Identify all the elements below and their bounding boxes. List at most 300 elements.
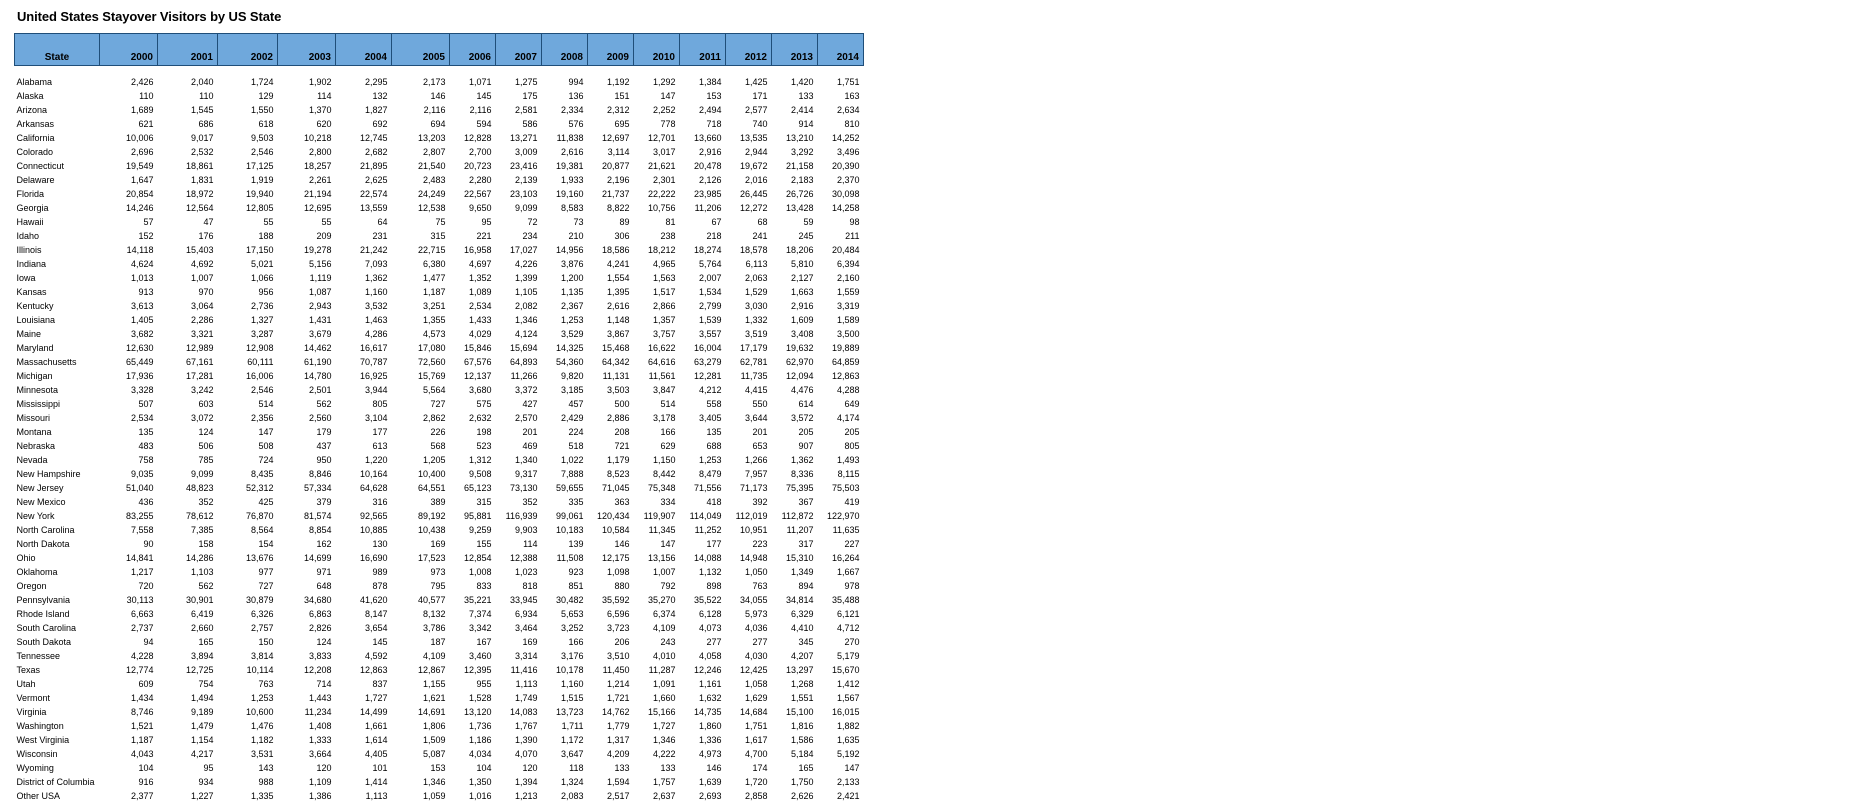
value-cell: 35,221 [450,593,496,607]
value-cell: 12,774 [100,663,158,677]
value-cell: 6,863 [278,607,336,621]
state-name-cell: Indiana [15,257,100,271]
value-cell: 147 [818,761,864,775]
value-cell: 64,628 [336,481,392,495]
value-cell: 14,684 [726,705,772,719]
value-cell: 5,564 [392,383,450,397]
table-row [15,299,864,313]
column-header-state: State [15,34,100,66]
value-cell: 124 [158,425,218,439]
value-cell: 4,410 [772,621,818,635]
value-cell: 201 [726,425,772,439]
value-cell: 562 [278,397,336,411]
value-cell: 763 [726,579,772,593]
value-cell: 9,099 [496,201,542,215]
value-cell: 425 [218,495,278,509]
value-cell: 20,390 [818,159,864,173]
value-cell: 2,494 [680,103,726,117]
value-cell: 5,179 [818,649,864,663]
value-cell: 14,083 [496,705,542,719]
state-name-cell: North Carolina [15,523,100,537]
value-cell: 150 [218,635,278,649]
value-cell: 2,577 [726,103,772,117]
value-cell: 21,158 [772,159,818,173]
state-name-cell: Connecticut [15,159,100,173]
value-cell: 17,179 [726,341,772,355]
value-cell: 1,882 [818,719,864,733]
value-cell: 1,220 [336,453,392,467]
value-cell: 10,164 [336,467,392,481]
value-cell: 71,045 [588,481,634,495]
value-cell: 65,123 [450,481,496,495]
value-cell: 3,242 [158,383,218,397]
value-cell: 18,212 [634,243,680,257]
value-cell: 5,184 [772,747,818,761]
value-cell: 3,786 [392,621,450,635]
value-cell: 2,660 [158,621,218,635]
value-cell: 1,205 [392,453,450,467]
value-cell: 14,735 [680,705,726,719]
value-cell: 1,412 [818,677,864,691]
value-cell: 67,161 [158,355,218,369]
value-cell: 1,384 [680,75,726,89]
value-cell: 970 [158,285,218,299]
value-cell: 16,617 [336,341,392,355]
table-row [15,285,864,299]
value-cell: 110 [158,89,218,103]
value-cell: 4,124 [496,327,542,341]
state-name-cell: Virginia [15,705,100,719]
value-cell: 1,187 [392,285,450,299]
value-cell: 206 [588,635,634,649]
value-cell: 14,691 [392,705,450,719]
value-cell: 1,386 [278,789,336,803]
value-cell: 73 [542,215,588,229]
value-cell: 4,043 [100,747,158,761]
value-cell: 19,278 [278,243,336,257]
value-cell: 245 [772,229,818,243]
value-cell: 6,374 [634,607,680,621]
column-header-year: 2003 [278,34,336,66]
value-cell: 12,137 [450,369,496,383]
state-name-cell: Louisiana [15,313,100,327]
value-cell: 15,166 [634,705,680,719]
table-row [15,103,864,117]
value-cell: 95,881 [450,509,496,523]
state-name-cell: Alabama [15,75,100,89]
value-cell: 1,609 [772,313,818,327]
table-row [15,439,864,453]
value-cell: 653 [726,439,772,453]
value-cell: 1,589 [818,313,864,327]
value-cell: 135 [100,425,158,439]
value-cell: 3,460 [450,649,496,663]
state-name-cell: South Carolina [15,621,100,635]
value-cell: 1,148 [588,313,634,327]
value-cell: 2,737 [100,621,158,635]
value-cell: 14,780 [278,369,336,383]
value-cell: 57 [100,215,158,229]
value-cell: 16,004 [680,341,726,355]
table-row [15,355,864,369]
value-cell: 594 [450,117,496,131]
value-cell: 2,183 [772,173,818,187]
value-cell: 2,626 [772,789,818,803]
state-name-cell: Minnesota [15,383,100,397]
value-cell: 3,519 [726,327,772,341]
value-cell: 64,551 [392,481,450,495]
value-cell: 54,360 [542,355,588,369]
value-cell: 9,820 [542,369,588,383]
value-cell: 7,957 [726,467,772,481]
value-cell: 1,661 [336,719,392,733]
value-cell: 7,374 [450,607,496,621]
value-cell: 514 [218,397,278,411]
value-cell: 3,894 [158,649,218,663]
table-row [15,649,864,663]
state-name-cell: Arkansas [15,117,100,131]
value-cell: 4,070 [496,747,542,761]
value-cell: 1,346 [496,313,542,327]
value-cell: 1,550 [218,103,278,117]
value-cell: 1,022 [542,453,588,467]
value-cell: 1,689 [100,103,158,117]
value-cell: 48,823 [158,481,218,495]
value-cell: 2,127 [772,271,818,285]
state-name-cell: Iowa [15,271,100,285]
value-cell: 724 [218,453,278,467]
value-cell: 10,584 [588,523,634,537]
value-cell: 67 [680,215,726,229]
value-cell: 1,711 [542,719,588,733]
value-cell: 64 [336,215,392,229]
value-cell: 721 [588,439,634,453]
table-row [15,257,864,271]
value-cell: 114,049 [680,509,726,523]
value-cell: 145 [336,635,392,649]
value-cell: 98 [818,215,864,229]
value-cell: 135 [680,425,726,439]
value-cell: 335 [542,495,588,509]
value-cell: 609 [100,677,158,691]
value-cell: 10,600 [218,705,278,719]
value-cell: 21,621 [634,159,680,173]
value-cell: 8,854 [278,523,336,537]
value-cell: 2,534 [100,411,158,425]
value-cell: 221 [450,229,496,243]
value-cell: 15,310 [772,551,818,565]
value-cell: 12,701 [634,131,680,145]
value-cell: 3,176 [542,649,588,663]
value-cell: 1,109 [278,775,336,789]
value-cell: 1,559 [818,285,864,299]
value-cell: 1,750 [772,775,818,789]
value-cell: 3,009 [496,145,542,159]
value-cell: 35,522 [680,593,726,607]
value-cell: 1,370 [278,103,336,117]
value-cell: 3,867 [588,327,634,341]
value-cell: 754 [158,677,218,691]
value-cell: 3,287 [218,327,278,341]
value-cell: 57,334 [278,481,336,495]
state-name-cell: Massachusetts [15,355,100,369]
value-cell: 171 [726,89,772,103]
state-name-cell: Georgia [15,201,100,215]
value-cell: 1,408 [278,719,336,733]
value-cell: 188 [218,229,278,243]
value-cell: 110 [100,89,158,103]
value-cell: 3,529 [542,327,588,341]
value-cell: 3,114 [588,145,634,159]
value-cell: 934 [158,775,218,789]
value-cell: 1,779 [588,719,634,733]
value-cell: 2,133 [818,775,864,789]
state-name-cell: Oregon [15,579,100,593]
value-cell: 805 [818,439,864,453]
value-cell: 1,431 [278,313,336,327]
value-cell: 20,723 [450,159,496,173]
value-cell: 315 [392,229,450,243]
value-cell: 11,508 [542,551,588,565]
value-cell: 12,395 [450,663,496,677]
value-cell: 1,186 [450,733,496,747]
value-cell: 8,523 [588,467,634,481]
value-cell: 1,160 [542,677,588,691]
value-cell: 4,973 [680,747,726,761]
value-cell: 12,745 [336,131,392,145]
value-cell: 1,113 [496,677,542,691]
value-cell: 136 [542,89,588,103]
value-cell: 6,419 [158,607,218,621]
value-cell: 133 [772,89,818,103]
value-cell: 4,226 [496,257,542,271]
value-cell: 1,919 [218,173,278,187]
table-row [15,733,864,747]
value-cell: 878 [336,579,392,593]
value-cell: 1,058 [726,677,772,691]
value-cell: 5,087 [392,747,450,761]
value-cell: 1,105 [496,285,542,299]
value-cell: 47 [158,215,218,229]
value-cell: 3,072 [158,411,218,425]
value-cell: 1,639 [680,775,726,789]
value-cell: 3,328 [100,383,158,397]
value-cell: 94 [100,635,158,649]
value-cell: 2,280 [450,173,496,187]
value-cell: 73,130 [496,481,542,495]
value-cell: 11,635 [818,523,864,537]
value-cell: 2,570 [496,411,542,425]
value-cell: 2,625 [336,173,392,187]
table-row [15,173,864,187]
value-cell: 72 [496,215,542,229]
value-cell: 10,006 [100,131,158,145]
value-cell: 3,503 [588,383,634,397]
value-cell: 13,428 [772,201,818,215]
value-cell: 72,560 [392,355,450,369]
state-name-cell: Nebraska [15,439,100,453]
value-cell: 19,672 [726,159,772,173]
table-row [15,719,864,733]
value-cell: 1,727 [634,719,680,733]
value-cell: 14,252 [818,131,864,145]
value-cell: 1,155 [392,677,450,691]
value-cell: 10,756 [634,201,680,215]
value-cell: 4,288 [818,383,864,397]
value-cell: 1,629 [726,691,772,705]
value-cell: 3,531 [218,747,278,761]
sheet-title: United States Stayover Visitors by US State [17,9,281,24]
table-row [15,495,864,509]
value-cell: 1,395 [588,285,634,299]
value-cell: 201 [496,425,542,439]
value-cell: 60,111 [218,355,278,369]
value-cell: 1,214 [588,677,634,691]
value-cell: 686 [158,117,218,131]
value-cell: 8,846 [278,467,336,481]
value-cell: 2,196 [588,173,634,187]
value-cell: 16,690 [336,551,392,565]
state-name-cell: Michigan [15,369,100,383]
value-cell: 3,679 [278,327,336,341]
value-cell: 1,362 [772,453,818,467]
value-cell: 34,055 [726,593,772,607]
value-cell: 7,888 [542,467,588,481]
value-cell: 277 [680,635,726,649]
value-cell: 4,241 [588,257,634,271]
value-cell: 1,667 [818,565,864,579]
state-name-cell: New Jersey [15,481,100,495]
value-cell: 1,192 [588,75,634,89]
value-cell: 59,655 [542,481,588,495]
value-cell: 3,496 [818,145,864,159]
value-cell: 648 [278,579,336,593]
value-cell: 95 [450,215,496,229]
value-cell: 1,724 [218,75,278,89]
value-cell: 4,697 [450,257,496,271]
table-row [15,215,864,229]
value-cell: 1,050 [726,565,772,579]
value-cell: 169 [392,537,450,551]
value-cell: 795 [392,579,450,593]
value-cell: 10,218 [278,131,336,145]
value-cell: 166 [634,425,680,439]
value-cell: 805 [336,397,392,411]
value-cell: 75,503 [818,481,864,495]
value-cell: 3,532 [336,299,392,313]
value-cell: 1,399 [496,271,542,285]
value-cell: 1,586 [772,733,818,747]
value-cell: 16,925 [336,369,392,383]
value-cell: 692 [336,117,392,131]
value-cell: 2,063 [726,271,772,285]
value-cell: 4,174 [818,411,864,425]
value-cell: 205 [818,425,864,439]
value-cell: 7,093 [336,257,392,271]
value-cell: 586 [496,117,542,131]
value-cell: 1,335 [218,789,278,803]
value-cell: 2,534 [450,299,496,313]
value-cell: 2,016 [726,173,772,187]
value-cell: 2,421 [818,789,864,803]
value-cell: 507 [100,397,158,411]
value-cell: 120 [496,761,542,775]
value-cell: 763 [218,677,278,691]
value-cell: 209 [278,229,336,243]
value-cell: 147 [634,537,680,551]
value-cell: 3,314 [496,649,542,663]
value-cell: 3,814 [218,649,278,663]
value-cell: 26,445 [726,187,772,201]
value-cell: 205 [772,425,818,439]
value-cell: 8,336 [772,467,818,481]
value-cell: 2,682 [336,145,392,159]
value-cell: 1,332 [726,313,772,327]
value-cell: 198 [450,425,496,439]
value-cell: 234 [496,229,542,243]
value-cell: 1,660 [634,691,680,705]
value-cell: 2,501 [278,383,336,397]
value-cell: 1,268 [772,677,818,691]
value-cell: 10,438 [392,523,450,537]
value-cell: 1,007 [634,565,680,579]
value-cell: 12,695 [278,201,336,215]
value-cell: 1,751 [818,75,864,89]
value-cell: 1,720 [726,775,772,789]
value-cell: 2,126 [680,173,726,187]
value-cell: 4,700 [726,747,772,761]
value-cell: 720 [100,579,158,593]
value-cell: 21,540 [392,159,450,173]
value-cell: 11,131 [588,369,634,383]
value-cell: 5,973 [726,607,772,621]
value-cell: 11,252 [680,523,726,537]
value-cell: 575 [450,397,496,411]
value-cell: 35,592 [588,593,634,607]
column-header-year: 2012 [726,34,772,66]
state-name-cell: Pennsylvania [15,593,100,607]
value-cell: 3,510 [588,649,634,663]
value-cell: 2,040 [158,75,218,89]
value-cell: 2,546 [218,145,278,159]
state-name-cell: Texas [15,663,100,677]
state-name-cell: Oklahoma [15,565,100,579]
value-cell: 11,416 [496,663,542,677]
state-name-cell: Missouri [15,411,100,425]
value-cell: 2,700 [450,145,496,159]
value-cell: 1,477 [392,271,450,285]
value-cell: 913 [100,285,158,299]
value-cell: 13,535 [726,131,772,145]
value-cell: 1,515 [542,691,588,705]
value-cell: 363 [588,495,634,509]
table-row [15,327,864,341]
value-cell: 112,872 [772,509,818,523]
value-cell: 13,210 [772,131,818,145]
value-cell: 2,616 [542,145,588,159]
value-cell: 17,080 [392,341,450,355]
state-name-cell: New York [15,509,100,523]
value-cell: 2,377 [100,789,158,803]
value-cell: 978 [818,579,864,593]
table-row [15,89,864,103]
value-cell: 3,319 [818,299,864,313]
value-cell: 1,434 [100,691,158,705]
value-cell: 133 [588,761,634,775]
value-cell: 818 [496,579,542,593]
value-cell: 550 [726,397,772,411]
value-cell: 3,408 [772,327,818,341]
